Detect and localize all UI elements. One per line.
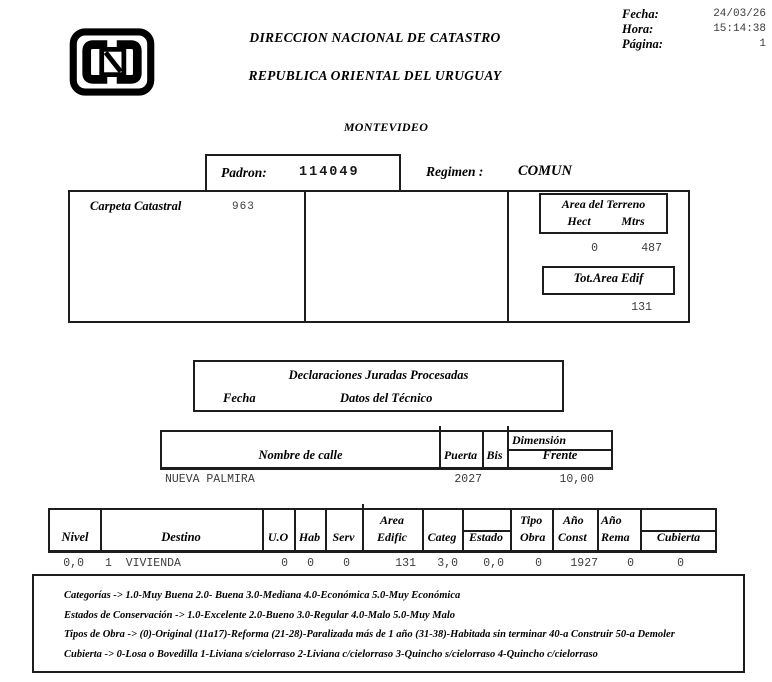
header-categ: Categ [427,530,457,544]
declaraciones-fecha-label: Fecha [223,391,256,405]
hora-label: Hora: [622,22,654,36]
tot-area-value: 131 [631,301,652,314]
legend-cubierta: Cubierta -> 0-Losa o Bovedilla 1-Liviana s/cielorraso 2-Liviana c/cielorraso 3-Quincho s/cielorraso 4-Quincho c/cielorraso [64,648,598,660]
units-divider-10 [597,510,599,551]
header-anio-rema-line1: Año [601,513,622,527]
header-cubierta: Cubierta [656,530,701,544]
padron-value: 114049 [299,165,360,180]
fecha-value: 24/03/26 [713,8,766,20]
header-anio-rema-line2: Rema [601,530,630,544]
mtrs-label: Mtrs [621,214,645,228]
header-nombre-calle: Nombre de calle [258,448,343,462]
declaraciones-box [193,360,564,412]
header-tipo-line1: Tipo [520,513,543,527]
tot-area-box [542,266,675,295]
unit-row-estado: 0,0 [483,557,504,570]
street-row-calle: NUEVA PALMIRA [165,473,255,486]
pagina-label: Página: [622,37,663,51]
legend-categorias: Categorías -> 1.0-Muy Buena 2.0- Buena 3.0-Mediana 4.0-Económica 5.0-Muy Económica [64,590,461,601]
country-title: REPUBLICA ORIENTAL DEL URUGUAY [248,68,502,83]
dnc-logo-icon [68,28,156,96]
header-estado: Estado [468,530,503,544]
header-serv: Serv [332,530,355,544]
pagina-value: 1 [759,38,766,50]
mtrs-value: 487 [641,242,662,255]
unit-row-uo: 0 [281,557,288,570]
header-dimension: Dimensión [512,433,567,447]
unit-row-categ: 3,0 [437,557,458,570]
header-puerta: Puerta [443,448,478,462]
padron-box [205,154,401,192]
unit-row-area: 131 [395,557,416,570]
legend-box [32,574,745,673]
unit-row-nivel: 0,0 [63,557,84,570]
fecha-label: Fecha: [622,7,659,21]
legend-tipos-obra: Tipos de Obra -> (0)-Original (11a17)-Reforma (21-28)-Paralizada más de 1 año (31-38)-Habitada sin terminar 40-a Construir 50-a Demoler [64,629,675,640]
units-divider-9 [552,510,554,551]
street-row-frente: 10,00 [559,473,594,486]
regimen-value: COMUN [518,163,572,179]
area-terreno-title: Area del Terreno [561,197,646,211]
regimen-label: Regimen : [426,164,484,179]
header-tipo-line2: Obra [520,530,546,544]
parcel-divider-2 [507,192,509,321]
carpeta-value: 963 [232,201,255,213]
org-title: DIRECCION NACIONAL DE CATASTRO [249,30,501,45]
parcel-divider-1 [304,192,306,321]
header-nivel: Nivel [61,530,89,544]
tot-area-title: Tot.Area Edif [573,271,644,285]
header-bis: Bis [486,448,503,462]
street-table-header [160,430,613,470]
legend-estados: Estados de Conservación -> 1.0-Excelente 2.0-Bueno 3.0-Regular 4.0-Malo 5.0-Muy Malo [64,609,455,621]
declaraciones-tecnico-label: Datos del Técnico [340,391,433,405]
hect-value: 0 [591,242,598,255]
units-table-header [48,508,717,553]
header-frente: Frente [542,448,578,462]
area-terreno-box [539,193,668,234]
header-anio-const-line2: Const [558,530,587,544]
street-row-puerta: 2027 [454,473,482,486]
header-area-line2: Edific [377,530,407,544]
department-title: MONTEVIDEO [343,120,429,134]
header-uo: U.O [267,530,289,544]
unit-row-destino: 1 VIVIENDA [105,557,181,570]
carpeta-label: Carpeta Catastral [90,199,182,213]
unit-row-cubierta: 0 [677,557,684,570]
header-hab: Hab [298,530,321,544]
hora-value: 15:14:38 [713,23,766,35]
header-anio-const-line1: Año [563,513,584,527]
unit-row-anio-rema: 0 [627,557,634,570]
unit-row-tipo: 0 [535,557,542,570]
unit-row-serv: 0 [343,557,350,570]
padron-label: Padron: [221,165,267,180]
hect-label: Hect [567,214,591,228]
header-destino: Destino [161,530,201,544]
units-divider-8 [510,510,512,551]
unit-row-anio-const: 1927 [570,557,598,570]
unit-row-hab: 0 [307,557,314,570]
declaraciones-title: Declaraciones Juradas Procesadas [288,368,469,382]
header-area-line1: Area [380,513,404,527]
